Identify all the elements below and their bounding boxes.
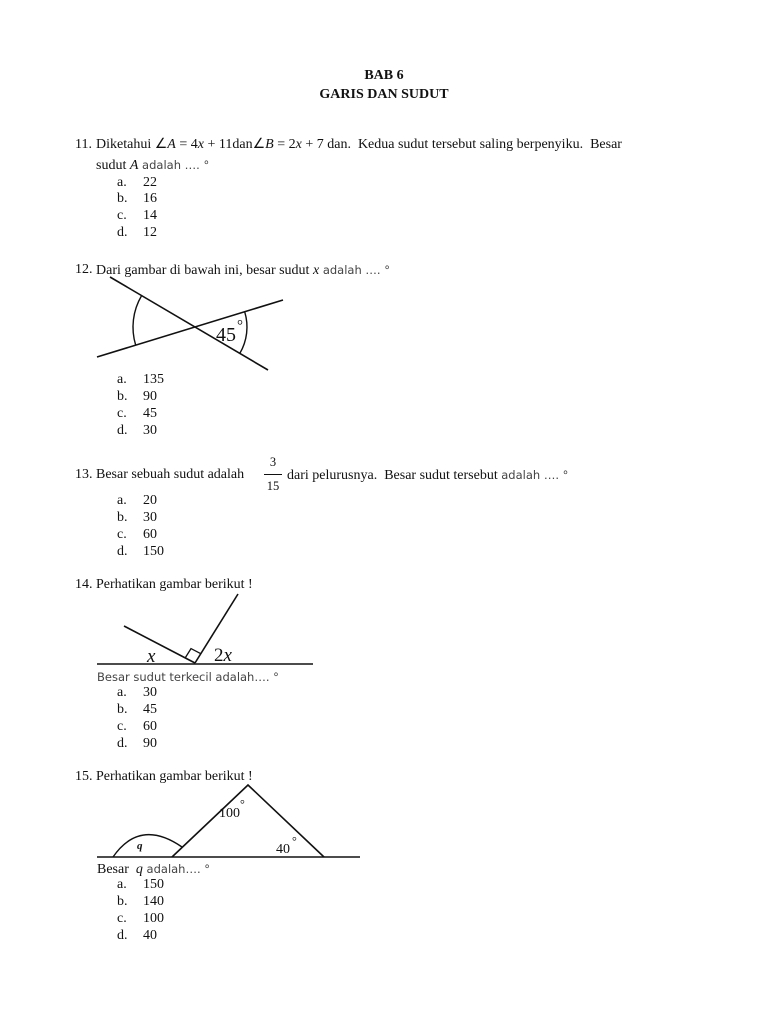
option-value: 40 — [143, 928, 157, 943]
option-letter: c. — [117, 208, 127, 223]
question-number: 15. — [75, 769, 93, 784]
stem-text: dan — [232, 137, 253, 152]
option-value: 135 — [143, 372, 164, 387]
question-number: 12. — [75, 262, 93, 277]
option-value: 60 — [143, 719, 157, 734]
option-c — [117, 405, 197, 423]
option-letter: b. — [117, 894, 128, 909]
option-value: 14 — [143, 208, 157, 223]
option-value: 90 — [143, 389, 157, 404]
answer-blank: adalah …. ° — [138, 158, 210, 172]
math-expression: = 2 — [273, 137, 296, 152]
option-letter: a. — [117, 877, 127, 892]
option-letter: d. — [117, 423, 128, 438]
stem-text: dari pelurusnya. Besar sudut tersebut — [287, 468, 502, 483]
math-variable: x — [197, 137, 204, 152]
option-b — [117, 893, 197, 911]
math-variable: A — [167, 137, 176, 152]
answer-blank: adalah …. ° — [501, 468, 569, 482]
triangle-sides — [172, 785, 324, 857]
option-value: 100 — [143, 911, 164, 926]
fraction-denominator: 15 — [266, 479, 280, 493]
option-value: 60 — [143, 527, 157, 542]
option-a — [117, 684, 197, 702]
question-stem-after-fraction — [287, 466, 568, 485]
option-value: 45 — [143, 406, 157, 421]
angle-label-degree: ° — [237, 318, 243, 334]
question-stem-before-fraction: Besar sebuah sudut adalah — [96, 467, 245, 482]
option-letter: a. — [117, 493, 127, 508]
option-letter: c. — [117, 719, 127, 734]
option-a — [117, 371, 197, 389]
option-letter: c. — [117, 406, 127, 421]
question-stem-line-1 — [96, 136, 622, 154]
option-letter: d. — [117, 544, 128, 559]
option-a — [117, 492, 197, 510]
math-variable: x — [295, 137, 302, 152]
option-letter: b. — [117, 510, 128, 525]
angle-label-variable: x — [223, 645, 232, 666]
answer-blank: adalah…. ° — [142, 862, 211, 876]
question-number: 13. — [75, 467, 93, 482]
option-b — [117, 509, 197, 527]
stem-text: Besar — [97, 862, 136, 877]
angle-label-coefficient: 2 — [214, 645, 224, 666]
line-1 — [97, 300, 283, 357]
base-angle-degree: ° — [292, 834, 297, 848]
stem-text: sudut — [96, 158, 130, 173]
question-stem-line-2 — [96, 156, 209, 175]
option-letter: c. — [117, 527, 127, 542]
exterior-angle-label: q — [137, 840, 143, 852]
stem-text: Dari gambar di bawah ini, besar sudut — [96, 263, 313, 278]
fraction-numerator: 3 — [269, 455, 277, 469]
angle-label-2x — [214, 645, 233, 666]
option-value: 150 — [143, 544, 164, 559]
option-value: 20 — [143, 493, 157, 508]
option-c — [117, 207, 197, 225]
angle-arc-x — [133, 296, 142, 346]
option-a — [117, 876, 197, 894]
angle-symbol: ∠ — [252, 137, 266, 152]
math-variable: A — [129, 158, 139, 173]
exterior-angle-arc — [113, 835, 182, 857]
figure-crossing-lines — [90, 270, 290, 380]
chapter-title: GARIS DAN SUDUT — [319, 87, 449, 102]
option-c — [117, 526, 197, 544]
option-letter: b. — [117, 389, 128, 404]
ray-left — [124, 626, 195, 663]
apex-angle-value: 100 — [219, 806, 240, 821]
line-2 — [110, 277, 268, 370]
angle-label-value: 45 — [216, 324, 236, 346]
figure-right-angle-on-line — [90, 588, 320, 670]
option-b — [117, 190, 197, 208]
option-value: 30 — [143, 685, 157, 700]
option-value: 22 — [143, 175, 157, 190]
apex-angle-degree: ° — [240, 797, 245, 811]
option-letter: d. — [117, 928, 128, 943]
option-b — [117, 388, 197, 406]
math-variable: B — [265, 137, 274, 152]
angle-label-x: x — [147, 646, 156, 667]
option-d — [117, 422, 197, 440]
option-letter: a. — [117, 175, 127, 190]
option-d — [117, 543, 197, 561]
option-c — [117, 718, 197, 736]
stem-text: Diketahui — [96, 137, 155, 152]
option-value: 16 — [143, 191, 157, 206]
option-letter: a. — [117, 685, 127, 700]
option-letter: b. — [117, 702, 128, 717]
option-d — [117, 224, 197, 242]
option-d — [117, 735, 197, 753]
math-expression: + 7 — [301, 137, 324, 152]
option-letter: d. — [117, 225, 128, 240]
option-d — [117, 927, 197, 945]
option-value: 30 — [143, 510, 157, 525]
stem-text: dan. Kedua sudut tersebut saling berpenyiku. Besar — [323, 137, 622, 152]
figure-triangle-exterior-angle — [90, 778, 365, 862]
option-value: 90 — [143, 736, 157, 751]
option-letter: b. — [117, 191, 128, 206]
question-number: 14. — [75, 577, 93, 592]
base-angle-value: 40 — [276, 842, 290, 857]
question-prompt: Besar sudut terkecil adalah…. ° — [97, 670, 279, 684]
option-letter: c. — [117, 911, 127, 926]
option-value: 45 — [143, 702, 157, 717]
question-stem-line-1: Perhatikan gambar berikut ! — [96, 577, 253, 592]
chapter-heading: BAB 6 — [364, 68, 404, 83]
option-letter: a. — [117, 372, 127, 387]
answer-blank: adalah …. ° — [319, 263, 390, 277]
option-b — [117, 701, 197, 719]
fraction-bar — [264, 474, 282, 475]
option-value: 140 — [143, 894, 164, 909]
option-c — [117, 910, 197, 928]
math-variable: x — [312, 263, 320, 278]
math-expression: + 11 — [203, 137, 233, 152]
option-value: 12 — [143, 225, 157, 240]
option-value: 150 — [143, 877, 164, 892]
math-variable: q — [135, 862, 143, 877]
question-stem-line-1: Perhatikan gambar berikut ! — [96, 769, 253, 784]
option-value: 30 — [143, 423, 157, 438]
math-expression: = 4 — [175, 137, 198, 152]
question-number: 11. — [75, 137, 92, 152]
option-letter: d. — [117, 736, 128, 751]
angle-symbol: ∠ — [154, 137, 168, 152]
